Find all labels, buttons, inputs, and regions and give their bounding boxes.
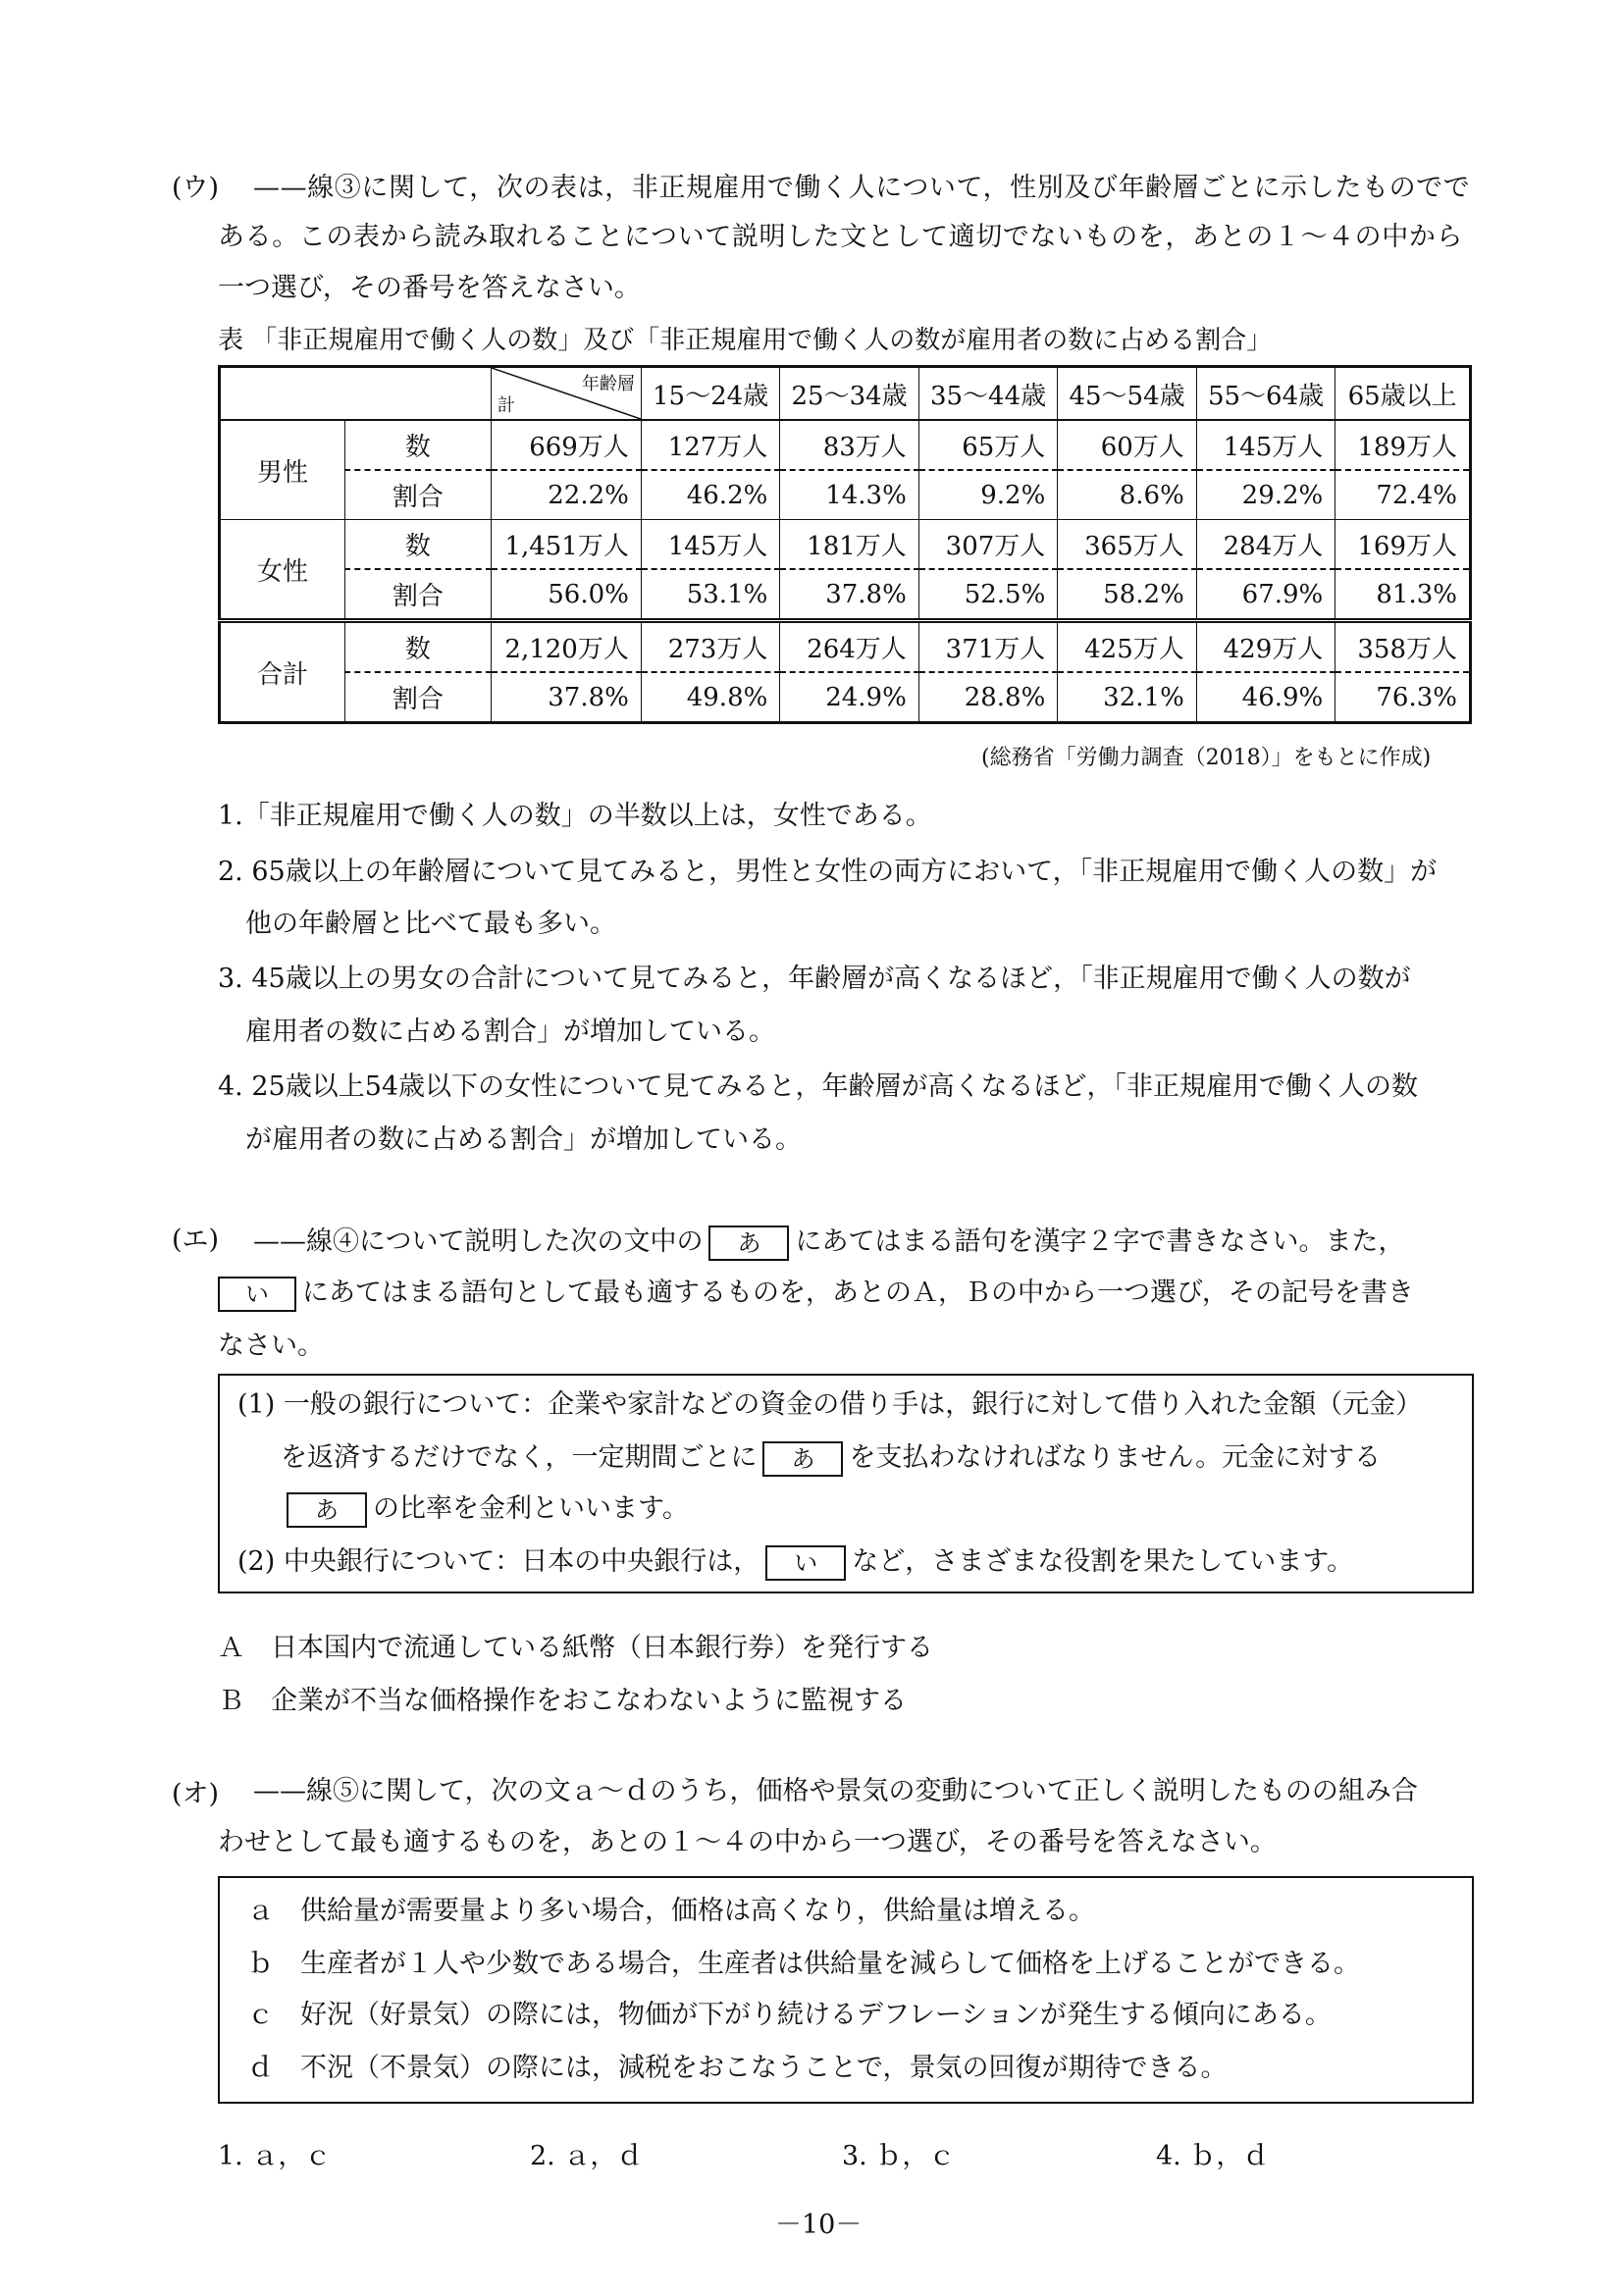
row-label-rate: 割合 bbox=[345, 672, 492, 723]
box-line-2 bbox=[281, 1438, 1381, 1478]
question-o-line1: ——線⑤に関して，次の文ａ～ｄのうち，価格や景気の変動について正しく説明したものの組み合 bbox=[253, 1776, 1418, 1806]
row-label-num: 数 bbox=[345, 420, 492, 470]
table-header-row bbox=[220, 367, 1471, 421]
table-cell: 58.2% bbox=[1058, 569, 1196, 621]
table-cell: 67.9% bbox=[1196, 569, 1335, 621]
table-cell: 53.1% bbox=[641, 569, 779, 621]
table-caption: 表 「非正規雇用で働く人の数」及び「非正規雇用で働く人の数が雇用者の数に占める割合」 bbox=[218, 326, 1273, 355]
table-cell: 81.3% bbox=[1335, 569, 1471, 621]
table-cell: 49.8% bbox=[641, 672, 779, 723]
choice-2-line1: 2. 65歳以上の年齢層について見てみると，男性と女性の両方において，「非正規雇用で働く人の数」が bbox=[218, 857, 1438, 887]
table-cell: 60万人 bbox=[1058, 420, 1196, 470]
page-number: －10－ bbox=[775, 2210, 863, 2240]
table-row bbox=[220, 672, 1471, 723]
choice-4-line1: 4. 25歳以上54歳以下の女性について見てみると，年齢層が高くなるほど，「非正規雇用で働く人の数 bbox=[218, 1071, 1419, 1102]
question-e-line2 bbox=[212, 1274, 1414, 1313]
age-header: 35～44歳 bbox=[918, 367, 1057, 421]
question-marker-o: (オ) bbox=[172, 1779, 220, 1809]
corner-bottom-label: 計 bbox=[497, 395, 515, 416]
answer-4: 4. ｂ，ｄ bbox=[1156, 2141, 1270, 2171]
table-cell: 145万人 bbox=[641, 520, 779, 570]
question-u-line3: 一つ選び，その番号を答えなさい。 bbox=[218, 273, 641, 303]
table-cell: 307万人 bbox=[918, 520, 1057, 570]
table-row bbox=[220, 520, 1471, 570]
row-label-rate: 割合 bbox=[345, 569, 492, 621]
row-label-num: 数 bbox=[345, 621, 492, 673]
corner-blank bbox=[220, 367, 492, 421]
table-cell: 181万人 bbox=[780, 520, 918, 570]
row-label-rate: 割合 bbox=[345, 470, 492, 520]
table-cell: 429万人 bbox=[1196, 621, 1335, 673]
box-text: を支払わなければなりません。元金に対する bbox=[849, 1442, 1382, 1473]
blank-a: あ bbox=[287, 1492, 367, 1528]
table-cell: 169万人 bbox=[1335, 520, 1471, 570]
table-cell: 52.5% bbox=[918, 569, 1057, 621]
question-u-line1: ——線③に関して，次の表は，非正規雇用で働く人について，性別及び年齢層ごとに示したものでで bbox=[253, 173, 1471, 203]
question-u-line2: ある。この表から読み取れることについて説明した文として適切でないものを，あとの１～４の中から bbox=[218, 222, 1464, 252]
table-cell: 1,451万人 bbox=[491, 520, 641, 570]
table-cell: 14.3% bbox=[780, 470, 918, 520]
table-cell: 24.9% bbox=[780, 672, 918, 723]
table-cell: 273万人 bbox=[641, 621, 779, 673]
table-cell: 46.9% bbox=[1196, 672, 1335, 723]
corner-cell bbox=[491, 367, 641, 421]
table-cell: 65万人 bbox=[918, 420, 1057, 470]
group-label-female: 女性 bbox=[220, 520, 345, 621]
answer-2: 2. ａ，ｄ bbox=[530, 2141, 644, 2171]
table-cell: 189万人 bbox=[1335, 420, 1471, 470]
table-cell: 358万人 bbox=[1335, 621, 1471, 673]
box-line-1: (1) 一般の銀行について：企業や家計などの資金の借り手は，銀行に対して借り入れた金額（元金） bbox=[237, 1389, 1423, 1420]
table-cell: 127万人 bbox=[641, 420, 779, 470]
choice-3-line1: 3. 45歳以上の男女の合計について見てみると，年齢層が高くなるほど，「非正規雇用で働く人の数が bbox=[218, 964, 1411, 994]
table-cell: 284万人 bbox=[1196, 520, 1335, 570]
statement-a: ａ 供給量が需要量より多い場合，価格は高くなり，供給量は増える。 bbox=[247, 1896, 1095, 1926]
answer-3: 3. ｂ，ｃ bbox=[842, 2141, 956, 2171]
choice-1: 1.「非正規雇用で働く人の数」の半数以上は，女性である。 bbox=[218, 801, 932, 831]
table-cell: 83万人 bbox=[780, 420, 918, 470]
box-text: (2) 中央銀行について：日本の中央銀行は， bbox=[237, 1546, 760, 1577]
table-cell: 56.0% bbox=[491, 569, 641, 621]
table-cell: 2,120万人 bbox=[491, 621, 641, 673]
box-line-3 bbox=[281, 1489, 689, 1529]
row-label-num: 数 bbox=[345, 520, 492, 570]
table-source: (総務省「労働力調査（2018）」をもとに作成) bbox=[981, 746, 1432, 770]
question-marker-e: (エ) bbox=[172, 1225, 220, 1255]
choice-3-line2: 雇用者の数に占める割合」が増加している。 bbox=[245, 1017, 775, 1047]
table-cell: 37.8% bbox=[491, 672, 641, 723]
table-cell: 22.2% bbox=[491, 470, 641, 520]
question-e-line3: なさい。 bbox=[218, 1331, 324, 1361]
table-row bbox=[220, 621, 1471, 673]
table-row bbox=[220, 420, 1471, 470]
option-a: Ａ 日本国内で流通している紙幣（日本銀行券）を発行する bbox=[218, 1633, 933, 1663]
table-cell: 32.1% bbox=[1058, 672, 1196, 723]
table-cell: 28.8% bbox=[918, 672, 1057, 723]
table-cell: 145万人 bbox=[1196, 420, 1335, 470]
blank-i: い bbox=[218, 1277, 296, 1312]
table-cell: 425万人 bbox=[1058, 621, 1196, 673]
option-b: Ｂ 企業が不当な価格操作をおこなわないように監視する bbox=[218, 1686, 907, 1716]
table-cell: 37.8% bbox=[780, 569, 918, 621]
table-row bbox=[220, 569, 1471, 621]
table-cell: 365万人 bbox=[1058, 520, 1196, 570]
choice-4-line2: が雇用者の数に占める割合」が増加している。 bbox=[245, 1124, 802, 1155]
blank-a: あ bbox=[762, 1441, 843, 1477]
table-cell: 371万人 bbox=[918, 621, 1057, 673]
corner-top-label: 年齢層 bbox=[581, 374, 635, 394]
blank-i: い bbox=[765, 1545, 846, 1581]
table-cell: 29.2% bbox=[1196, 470, 1335, 520]
blank-a: あ bbox=[708, 1226, 789, 1261]
box-line-4 bbox=[237, 1542, 1353, 1582]
table-cell: 9.2% bbox=[918, 470, 1057, 520]
question-o-line2: わせとして最も適するものを，あとの１～４の中から一つ選び，その番号を答えなさい。 bbox=[218, 1827, 1277, 1857]
question-e-text-a: ——線④について説明した次の文中の bbox=[253, 1226, 704, 1257]
answer-1: 1. ａ，ｃ bbox=[218, 2141, 332, 2171]
age-header: 65歳以上 bbox=[1335, 367, 1471, 421]
age-header: 25～34歳 bbox=[780, 367, 918, 421]
box-text: の比率を金利といいます。 bbox=[373, 1493, 689, 1524]
table-cell: 46.2% bbox=[641, 470, 779, 520]
table-row bbox=[220, 470, 1471, 520]
table-cell: 264万人 bbox=[780, 621, 918, 673]
table-cell: 72.4% bbox=[1335, 470, 1471, 520]
question-marker-u: (ウ) bbox=[172, 173, 220, 203]
age-header: 15～24歳 bbox=[641, 367, 779, 421]
age-header: 45～54歳 bbox=[1058, 367, 1196, 421]
employment-table bbox=[218, 365, 1472, 724]
statement-c: ｃ 好況（好景気）の際には，物価が下がり続けるデフレーションが発生する傾向にある。 bbox=[247, 2000, 1332, 2030]
table-cell: 8.6% bbox=[1058, 470, 1196, 520]
group-label-total: 合計 bbox=[220, 621, 345, 723]
age-header: 55～64歳 bbox=[1196, 367, 1335, 421]
question-e-line1 bbox=[253, 1223, 1404, 1262]
group-label-male: 男性 bbox=[220, 420, 345, 520]
box-text: を返済するだけでなく，一定期間ごとに bbox=[281, 1442, 758, 1473]
question-e-text-c: にあてはまる語句として最も適するものを，あとのＡ，Ｂの中から一つ選び，その記号を書き bbox=[302, 1278, 1414, 1308]
table-cell: 669万人 bbox=[491, 420, 641, 470]
statement-b: ｂ 生産者が１人や少数である場合，生産者は供給量を減らして価格を上げることができる。 bbox=[247, 1949, 1360, 1979]
choice-2-line2: 他の年齢層と比べて最も多い。 bbox=[245, 909, 616, 939]
statement-d: ｄ 不況（不景気）の際には，減税をおこなうことで，景気の回復が期待できる。 bbox=[247, 2053, 1228, 2083]
box-text: など，さまざまな役割を果たしています。 bbox=[852, 1546, 1354, 1577]
table-cell: 76.3% bbox=[1335, 672, 1471, 723]
question-e-text-b: にあてはまる語句を漢字２字で書きなさい。また， bbox=[795, 1226, 1405, 1257]
